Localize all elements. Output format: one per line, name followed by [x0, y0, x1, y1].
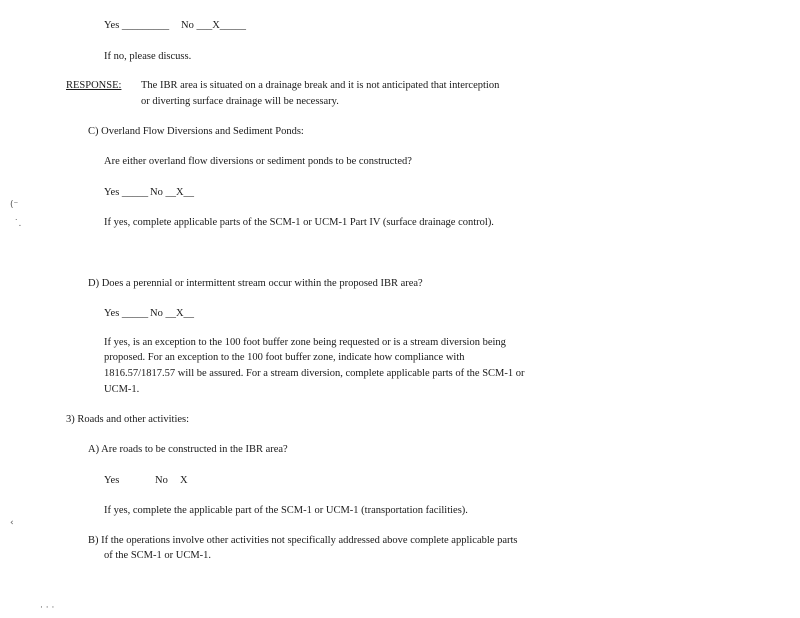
section-3a-note: If yes, complete the applicable part of the SCM-1 or UCM-1 (transportation facilities). [104, 505, 468, 516]
section-c-question: Are either overland flow diversions or sediment ponds to be constructed? [104, 156, 412, 167]
section-d-note-line-4: UCM-1. [104, 384, 140, 395]
no-answer-top: No ___X_____ [181, 20, 247, 31]
section-3b-line-2: of the SCM-1 or UCM-1. [104, 550, 212, 561]
section-3a-yes: Yes [104, 475, 120, 486]
scan-mark-1: (⁻ [10, 200, 19, 210]
section-d-no: No __X__ [150, 308, 195, 319]
response-label: RESPONSE: [66, 80, 122, 91]
section-c-yes: Yes _____ [104, 187, 149, 198]
section-d-note-line-2: proposed. For an exception to the 100 foot buffer zone, indicate how compliance with [104, 352, 465, 363]
section-c-heading: C) Overland Flow Diversions and Sediment Ponds: [88, 126, 304, 137]
yes-answer-top: Yes _________ [104, 20, 170, 31]
section-d-note-line-3: 1816.57/1817.57 will be assured. For a stream diversion, complete applicable parts of the SCM-1 or [104, 368, 525, 379]
scan-mark-3: ‹ [10, 518, 14, 528]
section-c-no: No __X__ [150, 187, 195, 198]
section-3a-question: A) Are roads to be constructed in the IBR area? [88, 444, 288, 455]
section-3-heading: 3) Roads and other activities: [66, 414, 190, 425]
section-3a-no: No [155, 475, 168, 486]
section-d-heading: D) Does a perennial or intermittent stream occur within the proposed IBR area? [88, 278, 423, 289]
scan-mark-2: ˙. [14, 219, 22, 229]
section-3b-line-1: B) If the operations involve other activities not specifically addressed above complete applicable parts [88, 535, 518, 546]
section-d-yes: Yes _____ [104, 308, 149, 319]
scan-dots: · · · [40, 603, 55, 613]
section-c-note: If yes, complete applicable parts of the SCM-1 or UCM-1 Part IV (surface drainage control). [104, 217, 494, 228]
section-d-note-line-1: If yes, is an exception to the 100 foot buffer zone being requested or is a stream diversion being [104, 337, 506, 348]
if-no-prompt: If no, please discuss. [104, 51, 192, 62]
response-line-1: The IBR area is situated on a drainage break and it is not anticipated that interception [141, 80, 500, 91]
response-line-2: or diverting surface drainage will be necessary. [141, 96, 339, 107]
section-3a-x: X [180, 475, 188, 486]
